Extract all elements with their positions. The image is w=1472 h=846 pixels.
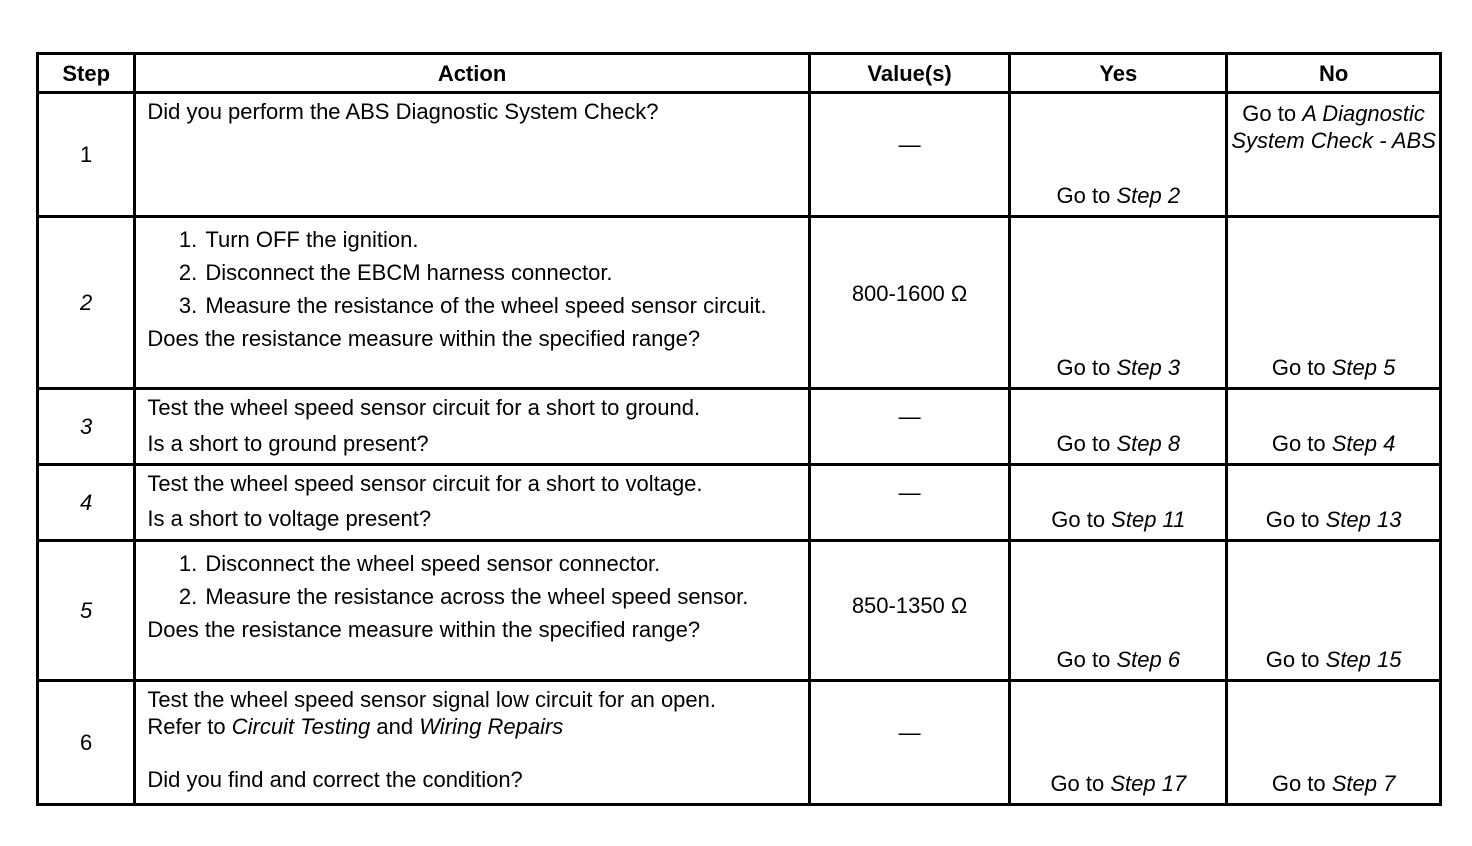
- step-number: 3: [38, 389, 135, 465]
- action-question: Is a short to ground present?: [147, 431, 429, 456]
- yes-prefix: Go to: [1056, 355, 1117, 380]
- yes-target-link[interactable]: Step 17: [1110, 771, 1187, 796]
- no-target-link[interactable]: Step 15: [1325, 647, 1402, 672]
- yes-target-link[interactable]: Step 11: [1111, 507, 1186, 532]
- step-number: 1: [38, 93, 135, 217]
- no-target-link[interactable]: Step 4: [1331, 431, 1396, 456]
- step-number: 4: [38, 465, 135, 541]
- yes-prefix: Go to: [1050, 771, 1111, 796]
- value-cell: [809, 681, 1010, 805]
- no-cell[interactable]: [1227, 465, 1441, 541]
- value-text: 800-1600 Ω: [851, 281, 968, 306]
- table-row: [38, 541, 1441, 681]
- yes-target-link[interactable]: Step 3: [1116, 355, 1181, 380]
- no-target-link[interactable]: A Diagnostic System Check - ABS: [1231, 101, 1436, 153]
- action-question: Did you find and correct the condition?: [147, 767, 523, 792]
- table-row: [38, 681, 1441, 805]
- step-number: 2: [38, 217, 135, 389]
- yes-prefix: Go to: [1056, 647, 1117, 672]
- header-yes: Yes: [1010, 54, 1227, 93]
- action-question: Does the resistance measure within the specified range?: [147, 326, 701, 351]
- action-cell: [135, 465, 809, 541]
- no-target-link[interactable]: Step 5: [1331, 355, 1396, 380]
- header-no: No: [1227, 54, 1441, 93]
- no-target-link[interactable]: Step 7: [1331, 771, 1396, 796]
- yes-prefix: Go to: [1056, 183, 1117, 208]
- value-text: —: [898, 720, 921, 745]
- spacer: [147, 740, 799, 766]
- yes-target-link[interactable]: Step 6: [1116, 647, 1181, 672]
- substep-item: 2. Disconnect the EBCM harness connector.: [203, 259, 799, 286]
- value-text: —: [898, 480, 921, 505]
- yes-cell[interactable]: [1010, 681, 1227, 805]
- substep-item: 1. Disconnect the wheel speed sensor connector.: [203, 550, 799, 577]
- step-number: 6: [38, 681, 135, 805]
- no-cell[interactable]: [1227, 681, 1441, 805]
- no-target-link[interactable]: Step 13: [1325, 507, 1402, 532]
- yes-cell[interactable]: [1010, 217, 1227, 389]
- no-prefix: Go to: [1271, 771, 1332, 796]
- action-cell: [135, 681, 809, 805]
- header-values: Value(s): [809, 54, 1010, 93]
- yes-cell[interactable]: [1010, 465, 1227, 541]
- no-prefix: Go to: [1271, 431, 1332, 456]
- table-row: [38, 93, 1441, 217]
- value-cell: [809, 93, 1010, 217]
- no-prefix: Go to: [1265, 647, 1326, 672]
- substep-item: 3. Measure the resistance of the wheel speed sensor circuit.: [203, 292, 799, 319]
- no-cell[interactable]: [1227, 93, 1441, 217]
- action-refer: [147, 713, 799, 740]
- no-prefix: Go to: [1242, 101, 1303, 126]
- circuit-testing-link[interactable]: Circuit Testing: [231, 714, 371, 739]
- header-step: Step: [38, 54, 135, 93]
- action-question: Is a short to voltage present?: [147, 506, 432, 531]
- no-cell[interactable]: [1227, 389, 1441, 465]
- action-question: Does the resistance measure within the specified range?: [147, 617, 701, 642]
- action-test: Test the wheel speed sensor circuit for a short to voltage.: [147, 471, 703, 496]
- header-row: [38, 54, 1441, 93]
- yes-cell[interactable]: [1010, 389, 1227, 465]
- action-cell: [135, 541, 809, 681]
- action-cell: [135, 389, 809, 465]
- yes-prefix: Go to: [1051, 507, 1112, 532]
- yes-target-link[interactable]: Step 8: [1116, 431, 1181, 456]
- diagnostic-table: [36, 52, 1442, 806]
- no-prefix: Go to: [1265, 507, 1326, 532]
- value-text: —: [898, 132, 921, 157]
- value-text: —: [898, 404, 921, 429]
- value-cell: [809, 465, 1010, 541]
- no-cell[interactable]: [1227, 217, 1441, 389]
- no-cell[interactable]: [1227, 541, 1441, 681]
- header-action: Action: [135, 54, 809, 93]
- refer-and: and: [370, 714, 420, 739]
- action-question: Did you perform the ABS Diagnostic System Check?: [147, 99, 659, 124]
- yes-cell[interactable]: [1010, 541, 1227, 681]
- substep-item: 2. Measure the resistance across the wheel speed sensor.: [203, 583, 799, 610]
- action-test: Test the wheel speed sensor circuit for a short to ground.: [147, 395, 701, 420]
- no-prefix: Go to: [1271, 355, 1332, 380]
- value-text: 850-1350 Ω: [851, 593, 968, 618]
- action-cell: [135, 93, 809, 217]
- substep-list: [147, 550, 799, 610]
- value-cell: [809, 541, 1010, 681]
- step-number: 5: [38, 541, 135, 681]
- value-cell: [809, 389, 1010, 465]
- table-row: [38, 465, 1441, 541]
- substep-item: 1. Turn OFF the ignition.: [203, 226, 799, 253]
- table-row: [38, 217, 1441, 389]
- yes-prefix: Go to: [1056, 431, 1117, 456]
- table-row: [38, 389, 1441, 465]
- action-cell: [135, 217, 809, 389]
- action-test: Test the wheel speed sensor signal low circuit for an open.: [147, 687, 716, 712]
- refer-prefix: Refer to: [147, 714, 232, 739]
- wiring-repairs-link[interactable]: Wiring Repairs: [419, 714, 564, 739]
- substep-list: [147, 226, 799, 319]
- yes-cell[interactable]: [1010, 93, 1227, 217]
- yes-target-link[interactable]: Step 2: [1116, 183, 1181, 208]
- value-cell: [809, 217, 1010, 389]
